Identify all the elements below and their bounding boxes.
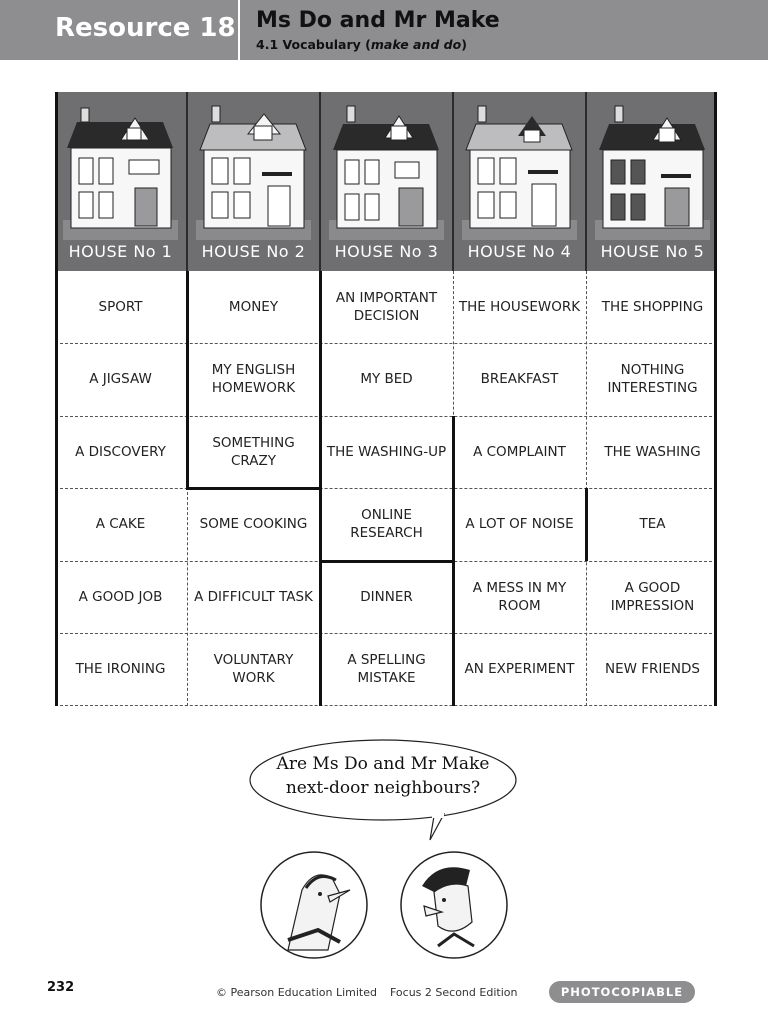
photocopiable-badge: PHOTOCOPIABLE	[549, 981, 695, 1003]
house-column-2	[188, 92, 319, 271]
subtitle-suffix: )	[461, 37, 467, 52]
copyright-notice: © Pearson Education Limited	[216, 986, 377, 999]
cell-r5-c3: DINNER	[360, 589, 413, 605]
house-5-picture	[595, 100, 710, 240]
cell-r3-c5: THE WASHING	[604, 444, 701, 460]
cell-r2-c4: BREAKFAST	[480, 371, 559, 387]
subtitle-prefix: 4.1 Vocabulary (	[256, 37, 371, 52]
edition-label: Focus 2 Second Edition	[390, 986, 518, 999]
cell-r4-c4: A LOT OF NOISE	[465, 516, 574, 532]
boundary-line	[585, 488, 588, 561]
cell-r1-c2: MONEY	[228, 299, 279, 315]
house-label-2: HOUSE No 2	[201, 242, 306, 261]
house-header-row	[55, 92, 717, 271]
mr-make-face-illustration	[398, 850, 510, 960]
cell-r4-c1: A CAKE	[95, 516, 146, 532]
cell-r5-c1: A GOOD JOB	[78, 589, 163, 605]
page-number: 232	[47, 980, 75, 995]
house-label-1: HOUSE No 1	[68, 242, 173, 261]
grid-line	[55, 416, 717, 417]
subtitle-italic: make and do	[370, 37, 462, 52]
house-column-5	[587, 92, 718, 271]
cell-r2-c5: NOTHING INTERESTING	[607, 362, 698, 396]
cell-r2-c2: MY ENGLISH HOMEWORK	[211, 362, 296, 396]
speech-line-1: Are Ms Do and Mr Make	[276, 754, 490, 774]
house-3-picture	[329, 100, 444, 240]
cell-r1-c5: THE SHOPPING	[601, 299, 704, 315]
outer-border-right	[714, 92, 717, 706]
cell-r2-c3: MY BED	[360, 371, 413, 387]
house-column-1	[55, 92, 186, 271]
house-2-picture	[196, 100, 311, 240]
header-bar	[0, 0, 768, 60]
cell-r5-c4: A MESS IN MY ROOM	[472, 580, 567, 614]
cell-r3-c3: THE WASHING-UP	[326, 444, 447, 460]
cell-r4-c3: ONLINE RESEARCH	[350, 507, 423, 541]
grid-line	[55, 488, 717, 489]
cell-r1-c1: SPORT	[98, 299, 143, 315]
cell-r6-c5: NEW FRIENDS	[605, 661, 700, 677]
cell-r3-c4: A COMPLAINT	[473, 444, 566, 460]
boundary-line	[186, 271, 189, 488]
boundary-line	[186, 487, 321, 490]
speech-bubble-text	[248, 752, 518, 800]
grid-line	[55, 633, 717, 634]
resource-label: Resource 18	[55, 13, 236, 43]
boundary-line	[319, 271, 322, 706]
cell-r5-c2: A DIFFICULT TASK	[194, 589, 313, 605]
cell-r1-c3: AN IMPORTANT DECISION	[335, 290, 438, 324]
boundary-line	[319, 560, 455, 563]
house-column-3	[321, 92, 452, 271]
speech-line-2: next-door neighbours?	[285, 778, 481, 798]
boundary-line	[452, 561, 455, 706]
cell-r4-c5: TEA	[639, 516, 666, 532]
grid-line	[55, 705, 717, 706]
house-label-3: HOUSE No 3	[334, 242, 439, 261]
cell-r4-c2: SOME COOKING	[199, 516, 308, 532]
house-label-5: HOUSE No 5	[600, 242, 705, 261]
cell-r3-c2: SOMETHING CRAZY	[212, 435, 295, 469]
cell-r2-c1: A JIGSAW	[89, 371, 152, 387]
house-1-picture	[63, 100, 178, 240]
cell-r6-c3: A SPELLING MISTAKE	[347, 652, 426, 686]
grid-line	[55, 343, 717, 344]
cell-r6-c1: THE IRONING	[75, 661, 166, 677]
cell-r6-c4: AN EXPERIMENT	[464, 661, 575, 677]
house-column-4	[454, 92, 585, 271]
cell-r6-c2: VOLUNTARY WORK	[213, 652, 294, 686]
header-divider	[238, 0, 240, 60]
cell-r5-c5: A GOOD IMPRESSION	[610, 580, 695, 614]
outer-border-left	[55, 92, 58, 706]
house-label-4: HOUSE No 4	[467, 242, 572, 261]
cell-r3-c1: A DISCOVERY	[75, 444, 166, 460]
page-subtitle	[256, 37, 467, 52]
house-grid	[55, 92, 717, 706]
cell-r1-c4: THE HOUSEWORK	[458, 299, 581, 315]
boundary-line	[452, 416, 455, 561]
page-title: Ms Do and Mr Make	[256, 8, 500, 33]
ms-do-face-illustration	[258, 850, 370, 960]
house-4-picture	[462, 100, 577, 240]
